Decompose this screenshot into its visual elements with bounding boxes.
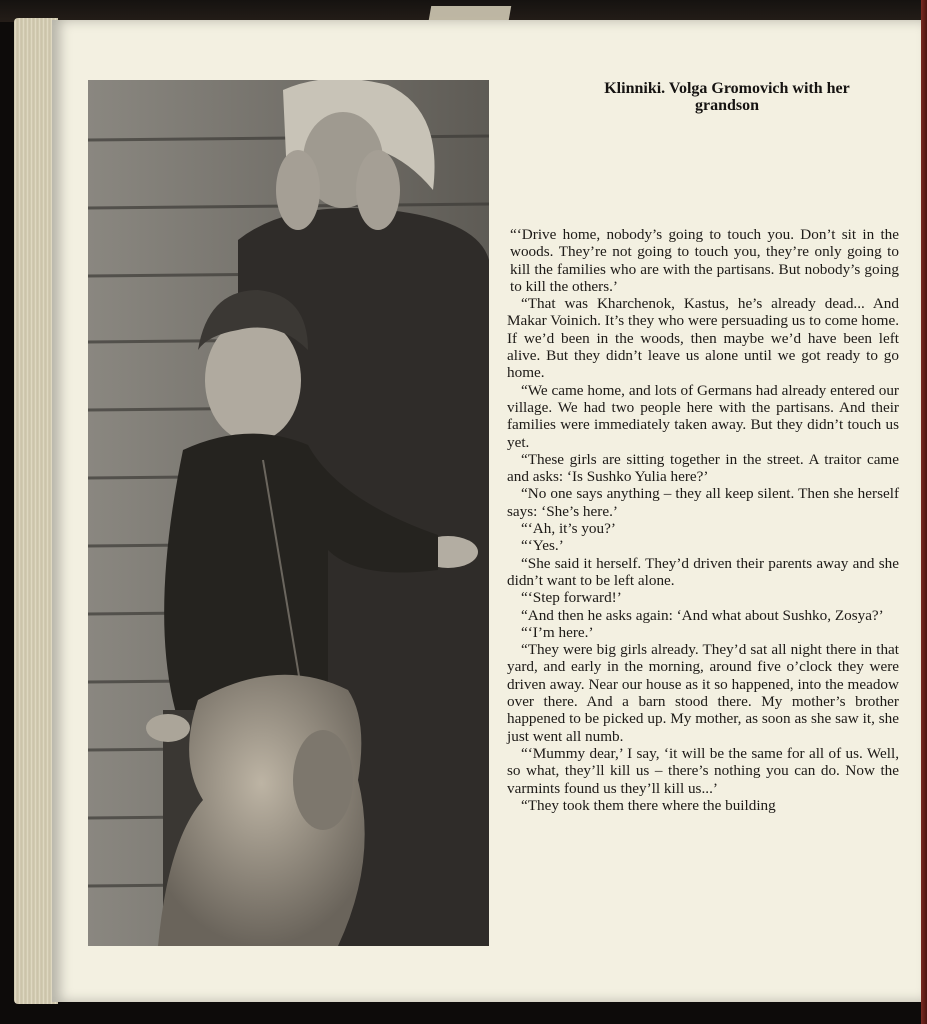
paragraph: “‘Yes.’ [521,537,564,555]
photo-caption [552,80,902,114]
book-top-edge [0,0,927,22]
paragraph: “‘Step forward!’ [521,589,622,607]
book-cover-edge [921,0,927,1024]
paragraph: “We came home, and lots of Germans had already entered our village. We had two people here with the partisans. And their families were immediately taken away. But they didn’t touch us yet. [507,381,899,451]
paragraph: “They took them there where the building [521,796,776,814]
paragraph: “‘Drive home, nobody’s going to touch you. Don’t sit in the woods. They’re not going to touch you, they’re only going to kill the families who are with the partisans. But nobody’s going to kill the others.’ [510,226,899,295]
paragraph: “They were big girls already. They’d sat all night there in that yard, and early in the morning, around five o’clock they were driven away. Near our house as it so happened, into the meadow over there. And a barn stood there. My mother’s brother happened to be picked up. My mother, as soon as she saw it, she just went all numb. [507,641,899,745]
caption-line-1: Klinniki. Volga Gromovich with her [604,80,850,97]
caption-line-2: grandson [694,97,760,114]
paragraph: “No one says anything – they all keep silent. Then she herself says: ‘She’s here.’ [507,485,899,520]
paragraph: “‘Mummy dear,’ I say, ‘it will be the same for all of us. Well, so what, they’ll kill us – there’s nothing you can do. Now the varmints found us they’ll kill us...’ [507,744,899,797]
photograph [88,80,489,946]
paragraph: “These girls are sitting together in the street. A traitor came and asks: ‘Is Sushko Yulia here?’ [507,450,899,486]
paragraph: “‘Ah, it’s you?’ [521,520,616,538]
book-page [52,20,921,1002]
paragraph: “She said it herself. They’d driven their parents away and she didn’t want to be left alone. [507,554,899,589]
paragraph: “And then he asks again: ‘And what about Sushko, Zosya?’ [521,606,884,624]
page-corner [429,6,511,20]
paragraph: “That was Kharchenok, Kastus, he’s already dead... And Makar Voinich. It’s they who were persuading us to come home. If we’d been in the woods, then maybe we’d have been left alive. But they didn’t leave us alone until we got ready to go home. [507,295,899,382]
body-text [507,226,899,814]
paragraph: “‘I’m here.’ [521,623,594,641]
